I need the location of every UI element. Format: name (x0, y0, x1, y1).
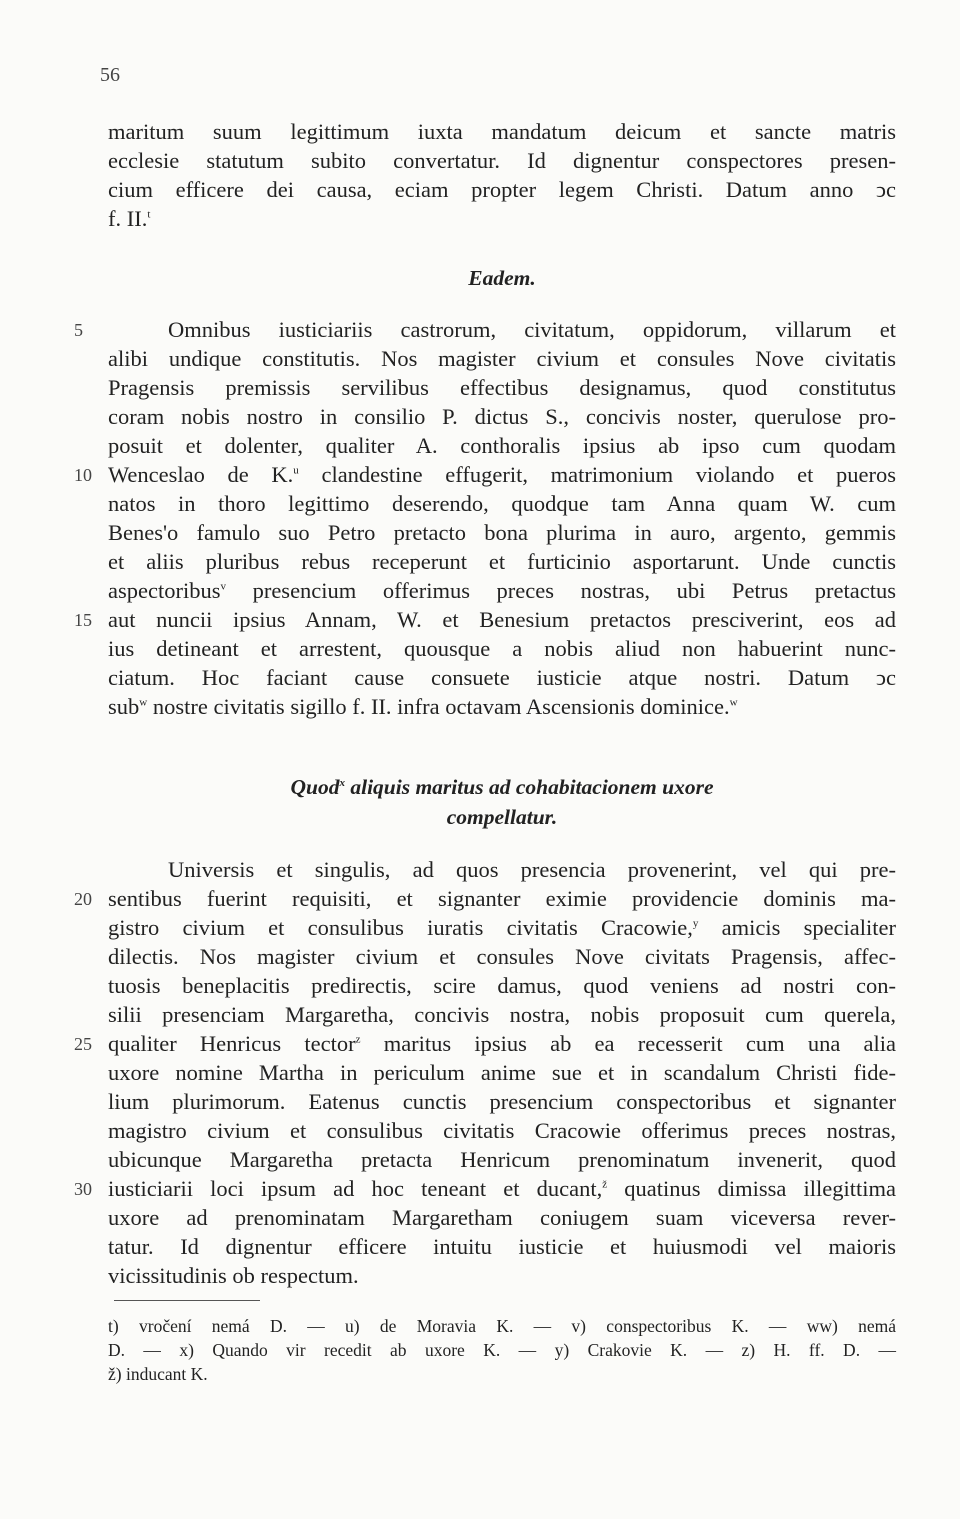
text-line: Wenceslao de K.$^u$ clandestine effugerit, matrimonium violando et pueros (108, 462, 897, 487)
text-line: uxore ad prenominatam Margaretham coniugem suam viceversa rever- (108, 1205, 896, 1230)
text-line: ius detineant et arrestent, quousque a nobis aliud non habuerint nunc- (108, 636, 896, 661)
section-heading-quod: Quod$^x$ aliquis maritus ad cohabitacionem uxore compellatur. (290, 775, 714, 829)
footnote-mark: w (729, 696, 738, 709)
text-line: uxore nomine Martha in periculum anime sue et in scandalum Christi fide- (108, 1060, 896, 1085)
footnote-divider (114, 1300, 260, 1301)
text-line: cium efficere dei causa, eciam propter legem Christi. Datum anno ↄc (108, 177, 896, 202)
text-line: coram nobis nostro in consilio P. dictus S., concivis noster, querulose pro- (108, 404, 896, 429)
footnote-line: D. — x) Quando vir recedit ab uxore K. — y) Crakovie K. — z) H. ff. D. — (108, 1340, 896, 1360)
line-number: 20 (74, 889, 92, 909)
line-number: 15 (74, 610, 92, 630)
footnote-mark: w (139, 696, 148, 709)
text-line: f. II.$^t$ (108, 206, 151, 231)
text-block-quod (74, 855, 897, 1290)
text-line: aut nuncii ipsius Annam, W. et Benesium pretactos presciverint, eos ad (108, 607, 896, 632)
text-line: natos in thoro legittimo deserendo, quodque tam Anna quam W. cum (108, 491, 896, 516)
text-line: ubicunque Margaretha pretacta Henricum prenominatum invenerit, quod (108, 1147, 896, 1172)
text-block-eadem (74, 315, 897, 721)
text-line: sub$^w$ nostre civitatis sigillo f. II. infra octavam Ascensionis dominice.$^w$ (108, 694, 738, 719)
text-line: vicissitudinis ob respectum. (108, 1263, 359, 1288)
text-line: magistro civium et consulibus civitatis Cracowie offerimus preces nostras, (108, 1118, 896, 1143)
text-line: silii presenciam Margaretha, concivis nostra, nobis proposuit cum querela, (108, 1002, 896, 1027)
text-line: alibi undique constitutis. Nos magister civium et consules Nove civitatis (108, 346, 896, 371)
footnote-line: ž) inducant K. (108, 1364, 208, 1384)
text-line: ecclesie statutum subito convertatur. Id dignentur conspectores presen- (108, 148, 896, 173)
text-line: et aliis pluribus rebus receperunt et furticinio asportarunt. Unde cunctis (108, 549, 896, 574)
footnote-mark: ž (602, 1178, 608, 1191)
text-line: qualiter Henricus tector$^z$ maritus ipsius ab ea recesserit cum una alia (108, 1031, 896, 1056)
text-line: gistro civium et consulibus iuratis civitatis Cracowie,$^y$ amicis specialiter (108, 915, 897, 940)
text-line: lium plurimorum. Eatenus cunctis presencium conspectoribus et signanter (108, 1089, 896, 1114)
text-line: Pragensis premissis servilibus effectibus designamus, quod constitutus (108, 375, 896, 400)
text-line: tatur. Id dignentur efficere intuitu iusticie et huiusmodi vel maioris (108, 1234, 896, 1259)
text-line: ciatum. Hoc faciant cause consuete iusticie atque nostri. Datum ↄc (108, 665, 896, 690)
footnote-mark: z (355, 1033, 361, 1046)
line-number: 25 (74, 1034, 92, 1054)
text-line: Omnibus iusticiariis castrorum, civitatum, oppidorum, villarum et (168, 317, 896, 342)
text-line: dilectis. Nos magister civium et consules Nove civitats Pragensis, affec- (108, 944, 896, 969)
page-number: 56 (100, 64, 120, 86)
footnote-mark: v (220, 580, 226, 593)
text-line: maritum suum legittimum iuxta mandatum deicum et sancte matris (108, 119, 896, 144)
footnote-mark: u (293, 464, 299, 477)
text-line: iusticiarii loci ipsum ad hoc teneant et ducant,$^ž$ quatinus dimissa illegittima (108, 1176, 897, 1201)
text-line: tuosis beneplacitis predirectis, scire damus, quod veniens ad nostri con- (108, 973, 896, 998)
line-number: 5 (74, 320, 83, 340)
line-number: 30 (74, 1179, 92, 1199)
section-heading-eadem: Eadem. (468, 266, 536, 290)
text-line: aspectoribus$^v$ presencium offerimus preces nostras, ubi Petrus pretactus (108, 578, 896, 603)
footnote-mark: t (147, 208, 151, 221)
footnote-mark: x (339, 776, 345, 789)
text-line: sentibus fuerint requisiti, et signanter eximie providencie dominis ma- (108, 886, 896, 911)
text-line: posuit et dolenter, qualiter A. conthoralis ipsius ab ipso cum quodam (108, 433, 896, 458)
footnote-line: t) vročení nemá D. — u) de Moravia K. — v) conspectoribus K. — ww) nemá (108, 1316, 896, 1336)
footnote-mark: y (692, 917, 699, 930)
text-block-continuation (108, 117, 896, 233)
line-number: 10 (74, 465, 92, 485)
text-line: Universis et singulis, ad quos presencia provenerint, vel qui pre- (168, 857, 896, 882)
text-line: Benes'o famulo suo Petro pretacto bona plurima in auro, argento, gemmis (108, 520, 896, 545)
footnotes (108, 1314, 896, 1386)
